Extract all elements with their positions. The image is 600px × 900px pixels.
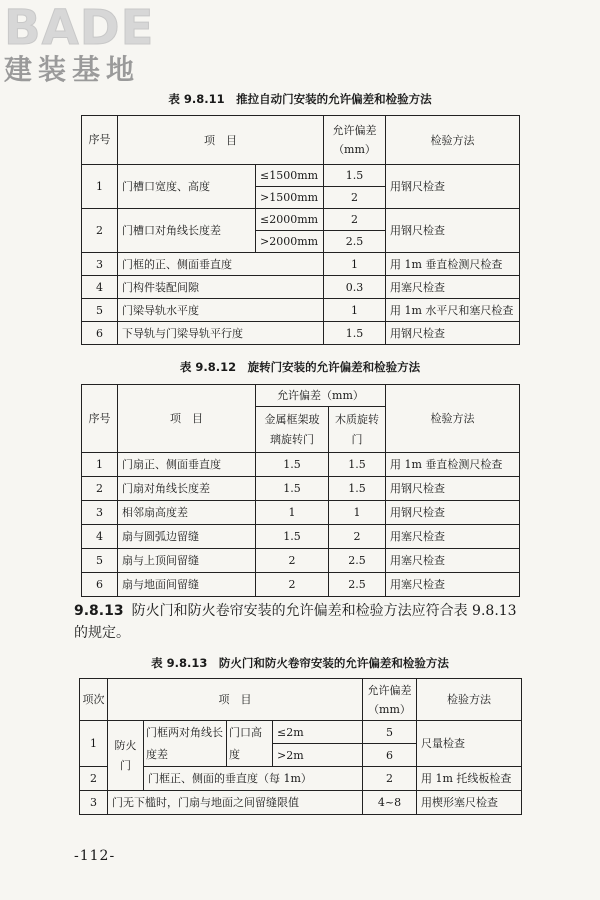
table1-r2-tol-a: 2 [324, 209, 386, 231]
table1-r2-cond-a: ≤2000mm [256, 209, 324, 231]
table2-r2-method: 用钢尺检查 [386, 477, 520, 501]
table3 [79, 678, 522, 815]
table3-header-tol-b: （mm） [368, 702, 411, 716]
table-row [82, 501, 520, 525]
table3-r1-cond-a: ≤2m [273, 721, 363, 744]
table2-r6-seq: 6 [82, 573, 118, 597]
table3-r1-tol-b: 6 [363, 744, 417, 767]
table1-r1-cond-a: ≤1500mm [256, 165, 324, 187]
table1-header-tol-b: （mm） [333, 143, 376, 156]
table1-r2-tol-b: 2.5 [324, 231, 386, 253]
table2-r1-item: 门扇正、侧面垂直度 [118, 453, 256, 477]
table-row [82, 253, 520, 276]
table3-group-label: 防火门 [108, 721, 144, 791]
table3-caption: 表 9.8.13 防火门和防火卷帘安装的允许偏差和检验方法 [151, 656, 449, 670]
table3-r1-dim: 门口高度 [227, 721, 273, 767]
table2-r4-seq: 4 [82, 525, 118, 549]
table2-r1-method: 用 1m 垂直检测尺检查 [386, 453, 520, 477]
table2-r6-wood: 2.5 [329, 573, 386, 597]
table1-r5-seq: 5 [82, 299, 118, 322]
table3-header-method: 检验方法 [417, 679, 522, 721]
table1-r1-item: 门槽口宽度、高度 [118, 165, 256, 209]
table1-r1-method: 用钢尺检查 [386, 165, 520, 209]
table2-r3-method: 用钢尺检查 [386, 501, 520, 525]
table-row [82, 549, 520, 573]
table2-r3-item: 相邻扇高度差 [118, 501, 256, 525]
table-row [82, 165, 520, 187]
table1-r5-tol: 1 [324, 299, 386, 322]
table2-header-seq: 序号 [82, 385, 118, 453]
table2-r1-seq: 1 [82, 453, 118, 477]
table3-r3-item: 门无下槛时，门扇与地面之间留缝限值 [108, 791, 363, 815]
table1-r2-seq: 2 [82, 209, 118, 253]
brand-logo [4, 0, 155, 86]
table1-header-row [82, 116, 520, 165]
table3-header-tol-a: 允许偏差 [367, 683, 412, 697]
table2-header-tolerance: 允许偏差（mm） [256, 385, 386, 407]
clause-9-8-13 [74, 600, 534, 644]
table1-r6-method: 用钢尺检查 [386, 322, 520, 345]
table1-r3-seq: 3 [82, 253, 118, 276]
table3-r1-cond-b: >2m [273, 744, 363, 767]
table2-r5-method: 用塞尺检查 [386, 549, 520, 573]
table1-r4-method: 用塞尺检查 [386, 276, 520, 299]
table1-header-item: 项 目 [118, 116, 324, 165]
table2-caption: 表 9.8.12 旋转门安装的允许偏差和检验方法 [179, 360, 421, 374]
table1-header-tol-a: 允许偏差 [332, 124, 377, 137]
table1-header-seq: 序号 [82, 116, 118, 165]
table1-r4-seq: 4 [82, 276, 118, 299]
table2-r5-seq: 5 [82, 549, 118, 573]
table1-header-method: 检验方法 [386, 116, 520, 165]
table3-r1-item: 门框两对角线长度差 [144, 721, 227, 767]
table1-r6-tol: 1.5 [324, 322, 386, 345]
table2-r1-wood: 1.5 [329, 453, 386, 477]
table2-header-metal: 金属框架玻璃旋转门 [256, 407, 329, 453]
table3-header-tolerance [363, 679, 417, 721]
table3-header-seq: 项次 [80, 679, 108, 721]
table1-r5-item: 门梁导轨水平度 [118, 299, 324, 322]
table-row [82, 209, 520, 231]
table1-r4-item: 门构件装配间隙 [118, 276, 324, 299]
table2-header-method: 检验方法 [386, 385, 520, 453]
table1-header-tolerance [324, 116, 386, 165]
clause-number: 9.8.13 [74, 603, 124, 619]
table2-header-wood: 木质旋转门 [329, 407, 386, 453]
table1-r6-item: 下导轨与门梁导轨平行度 [118, 322, 324, 345]
table2-r6-metal: 2 [256, 573, 329, 597]
table1-r1-cond-b: >1500mm [256, 187, 324, 209]
table3-header-item: 项 目 [108, 679, 363, 721]
table3-r1-tol-a: 5 [363, 721, 417, 744]
table1-r3-method: 用 1m 垂直检测尺检查 [386, 253, 520, 276]
table3-r1-seq: 1 [80, 721, 108, 767]
table3-r2-method: 用 1m 托线板检查 [417, 767, 522, 791]
table2-r2-wood: 1.5 [329, 477, 386, 501]
table2-r2-item: 门扇对角线长度差 [118, 477, 256, 501]
table3-r2-seq: 2 [80, 767, 108, 791]
table2-r2-metal: 1.5 [256, 477, 329, 501]
table-row [82, 276, 520, 299]
table1-r3-item: 门框的正、侧面垂直度 [118, 253, 324, 276]
table1-r5-method: 用 1m 水平尺和塞尺检查 [386, 299, 520, 322]
table2-r3-seq: 3 [82, 501, 118, 525]
table1 [81, 115, 520, 345]
table3-r2-tol: 2 [363, 767, 417, 791]
table3-header-row [80, 679, 522, 721]
table2-r4-method: 用塞尺检查 [386, 525, 520, 549]
table-row [82, 477, 520, 501]
table2-r4-item: 扇与圆弧边留缝 [118, 525, 256, 549]
table1-caption: 表 9.8.11 推拉自动门安装的允许偏差和检验方法 [168, 92, 432, 106]
table3-r1-method: 尺量检查 [417, 721, 522, 767]
table1-r1-seq: 1 [82, 165, 118, 209]
table-row [82, 322, 520, 345]
logo-brand-text: BADE [4, 0, 155, 56]
table3-r2-item: 门框正、侧面的垂直度（每 1m） [144, 767, 363, 791]
table3-r3-seq: 3 [80, 791, 108, 815]
table2-r4-wood: 2 [329, 525, 386, 549]
table2-r2-seq: 2 [82, 477, 118, 501]
table3-r3-method: 用楔形塞尺检查 [417, 791, 522, 815]
table2-header-row [82, 385, 520, 407]
table2-r1-metal: 1.5 [256, 453, 329, 477]
table2-r6-item: 扇与地面间留缝 [118, 573, 256, 597]
table2-r3-wood: 1 [329, 501, 386, 525]
table-row [82, 299, 520, 322]
table2-r5-wood: 2.5 [329, 549, 386, 573]
table-row [80, 791, 522, 815]
table2-r4-metal: 1.5 [256, 525, 329, 549]
table1-r4-tol: 0.3 [324, 276, 386, 299]
table3-r3-tol: 4~8 [363, 791, 417, 815]
table2-header-item: 项 目 [118, 385, 256, 453]
table2-r6-method: 用塞尺检查 [386, 573, 520, 597]
table1-r1-tol-a: 1.5 [324, 165, 386, 187]
table1-r2-item: 门槽口对角线长度差 [118, 209, 256, 253]
table-row [80, 721, 522, 744]
table-row [82, 573, 520, 597]
logo-subtitle: 建装基地 [4, 53, 141, 86]
table-row [82, 453, 520, 477]
page-number: -112- [74, 848, 116, 864]
table2 [81, 384, 520, 597]
table1-r1-tol-b: 2 [324, 187, 386, 209]
table1-r6-seq: 6 [82, 322, 118, 345]
clause-text: 防火门和防火卷帘安装的允许偏差和检验方法应符合表 9.8.13 的规定。 [74, 603, 517, 641]
table2-r3-metal: 1 [256, 501, 329, 525]
table2-r5-item: 扇与上顶间留缝 [118, 549, 256, 573]
table1-r2-method: 用钢尺检查 [386, 209, 520, 253]
table1-r3-tol: 1 [324, 253, 386, 276]
table-row [80, 767, 522, 791]
table2-r5-metal: 2 [256, 549, 329, 573]
table-row [82, 525, 520, 549]
table1-r2-cond-b: >2000mm [256, 231, 324, 253]
